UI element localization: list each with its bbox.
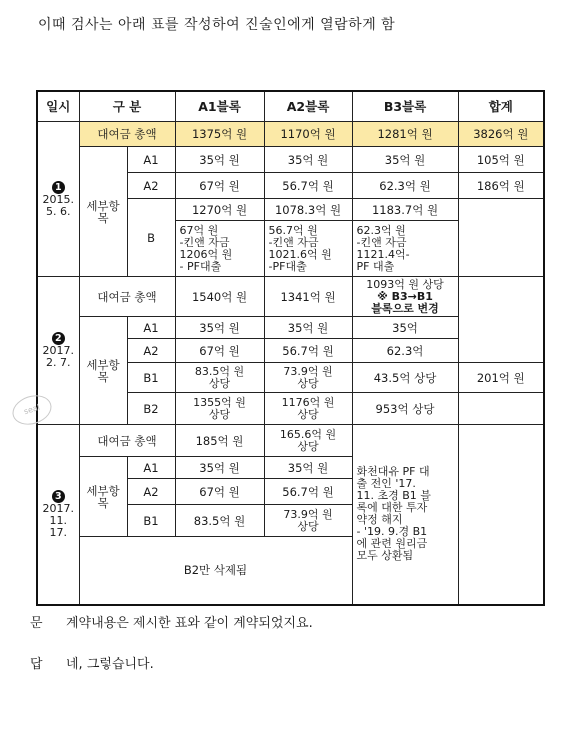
s3-date-cell: 3 2017. 11. 17.: [37, 425, 79, 605]
s2-a2-row: A2 67억 원 56.7억 원 62.3억: [37, 339, 544, 363]
loan-table: [36, 90, 545, 606]
s3-a1-row: 세부항 목 A1 35억 원 35억 원: [37, 457, 544, 479]
col-b3: B3블록: [352, 91, 458, 122]
s1-total-row: 1 2015. 5. 6. 대여금 총액 1375억 원 1170억 원 1281억 원 3826억 원: [37, 122, 544, 147]
circled-number-icon: 1: [52, 181, 65, 194]
answer-label: 답: [30, 657, 43, 672]
circled-number-icon: 3: [52, 490, 65, 503]
s2-a1-row: 세부항 목 A1 35억 원 35억 원 35억: [37, 317, 544, 339]
s1-a1-row: 세부항 목 A1 35억 원 35억 원 35억 원 105억 원: [37, 147, 544, 173]
s3-b1-row: B1 83.5억 원 73.9억 원 상당: [37, 505, 544, 537]
s3-note: 화천대유 PF 대 출 전인 '17. 11. 초경 B1 블 록에 대한 투자 약정 해지 - '19. 9.경 B1 에 관련 원리금 모두 상환됨: [352, 425, 458, 605]
s3-total-row: 3 2017. 11. 17. 대여금 총액 185억 원 165.6억 원 상당 화천대유 PF 대 출 전인 '17. 11. 초경 B1 블 록에 대한 투자 약정 해지 - '19. 9.경 B1 에 관련 원리금 모두 상환됨: [37, 425, 544, 457]
answer-line: [30, 653, 154, 672]
s1-a2-row: A2 67억 원 56.7억 원 62.3억 원 186억 원: [37, 173, 544, 199]
col-category: 구 분: [79, 91, 175, 122]
question-label: 문: [30, 616, 43, 631]
intro-text: 이때 검사는 아래 표를 작성하여 진술인에게 열람하게 함: [38, 17, 396, 33]
stamp-seal: seal: [9, 391, 56, 430]
s1-b-row: B 1270억 원 1078.3억 원 1183.7억 원: [37, 199, 544, 221]
s1-total-label: 대여금 총액: [79, 122, 175, 147]
col-date: 일시: [37, 91, 79, 122]
question-text: 계약내용은 제시한 표와 같이 계약되었지요.: [66, 616, 313, 631]
s3-detail-label: 세부항 목: [79, 457, 127, 537]
s3-a2-row: A2 67억 원 56.7억 원: [37, 479, 544, 505]
s2-detail-label: 세부항 목: [79, 317, 127, 425]
col-a2: A2블록: [264, 91, 352, 122]
s1-date-cell: 1 2015. 5. 6.: [37, 122, 79, 277]
answer-text: 네, 그렇습니다.: [66, 657, 154, 672]
s2-b1-row: B1 83.5억 원 상당 73.9억 원 상당 43.5억 상당 201억 원: [37, 363, 544, 393]
s3-b2-deleted: B2만 삭제됨: [79, 537, 352, 605]
question-line: [30, 612, 313, 631]
s2-total-row: 2 2017. 2. 7. 대여금 총액 1540억 원 1341억 원 1093억 원 상당 ※ B3→B1 블록으로 변경: [37, 277, 544, 317]
circled-number-icon: 2: [52, 332, 65, 345]
header-row: [37, 91, 544, 122]
s2-b2-row: B2 1355억 원 상당 1176억 원 상당 953억 상당: [37, 393, 544, 425]
s1-detail-label: 세부항 목: [79, 147, 127, 277]
s1-b-detail-row: 67억 원 -킨앤 자금 1206억 원 - PF대출 56.7억 원 -킨앤 자금 1021.6억 원 -PF대출 62.3억 원 -킨앤 자금 1121.4억- PF 대출: [37, 221, 544, 277]
s2-date-cell: 2 2017. 2. 7.: [37, 277, 79, 425]
col-a1: A1블록: [175, 91, 264, 122]
col-sum: 합계: [458, 91, 544, 122]
